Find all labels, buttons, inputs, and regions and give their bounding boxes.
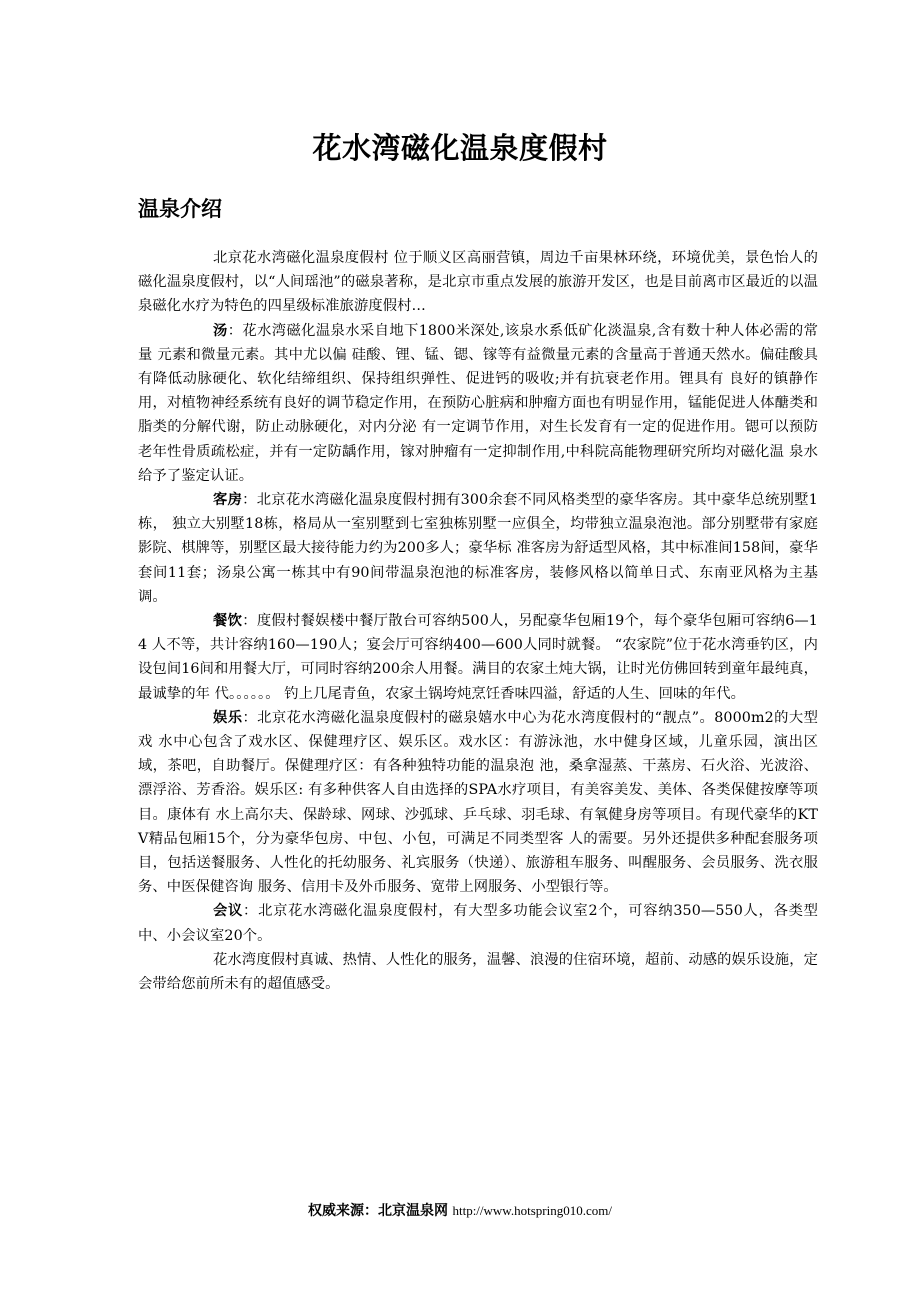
closing-paragraph xyxy=(138,948,818,996)
meeting-label: 会议 xyxy=(213,903,244,920)
footer xyxy=(0,1200,920,1222)
meeting-text: ：北京花水湾磁化温泉度假村，有大型多功能会议室2个，可容纳350—550人，各类型中、小会议室20个。 xyxy=(138,903,818,944)
intro-text: 北京花水湾磁化温泉度假村 位于顺义区高丽营镇，周边千亩果林环绕，环境优美，景色怡人的磁化温泉度假村，以“人间瑶池”的磁泉著称，是北京市重点发展的旅游开发区，也是目前离市区最近的以温泉磁化水疗为特色的四星级标准旅游度假村… xyxy=(138,250,818,315)
footer-source-label: 权威来源：北京温泉网 xyxy=(308,1203,449,1219)
meeting-paragraph xyxy=(138,899,818,947)
entertainment-label: 娱乐 xyxy=(213,709,243,726)
rooms-paragraph xyxy=(138,488,818,609)
spring-text: ：花水湾磁化温泉水采自地下1800米深处,该泉水系低矿化淡温泉,含有数十种人体必需的常量 元素和微量元素。其中尤以偏 硅酸、锂、锰、锶、镓等有益微量元素的含量高于普通天然水。偏硅酸具有降低动脉硬化、软化结缔组织、保持组织弹性、促进钙的吸收;并有抗衰老作用。锂具有 良好的镇静作用，对植物神经系统有良好的调节稳定作用，在预防心脏病和肿瘤方面也有明显作用，锰能促进人体醣类和脂类的分解代谢，防止动脉硬化，对内分泌 有一定调节作用，对生长发育有一定的促进作用。锶可以预防老年性骨质疏松症，并有一定防龋作用，镓对肿瘤有一定抑制作用,中科院高能物理研究所均对磁化温 泉水给予了鉴定认证。 xyxy=(138,322,818,484)
entertainment-paragraph xyxy=(138,706,818,900)
dining-text: ：度假村餐娱楼中餐厅散台可容纳500人，另配豪华包厢19个，每个豪华包厢可容纳6—14 人不等，共计容纳160—190人；宴会厅可容纳400—600人同时就餐。 “农家院”位于花水湾垂钓区，内设包间16间和用餐大厅，可同时容纳200余人用餐。满目的农家土炖大锅，让时光仿佛回转到童年最纯真，最诚挚的年 代。。。。。。 钓上几尾青鱼，农家土锅垮炖烹饪香味四溢，舒适的人生、回味的年代。 xyxy=(138,613,818,702)
dining-paragraph xyxy=(138,609,818,706)
intro-paragraph xyxy=(138,246,818,319)
section-heading: 温泉介绍 xyxy=(138,197,222,221)
page-title: 花水湾磁化温泉度假村 xyxy=(312,131,608,165)
spring-label: 汤 xyxy=(213,322,228,339)
dining-label: 餐饮 xyxy=(213,613,243,630)
rooms-text: ：北京花水湾磁化温泉度假村拥有300余套不同风格类型的豪华客房。其中豪华总统别墅1栋， 独立大别墅18栋，格局从一室别墅到七室独栋别墅一应俱全，均带独立温泉泡池。部分别墅带有家庭影院、棋牌等，别墅区最大接待能力约为200多人；豪华标 准客房为舒适型风格，其中标准间158间，豪华套间11套；汤泉公寓一栋其中有90间带温泉泡池的标准客房，装修风格以简单日式、东南亚风格为主基调。 xyxy=(138,492,819,605)
spring-paragraph xyxy=(138,319,818,488)
closing-text: 花水湾度假村真诚、热情、人性化的服务，温馨、浪漫的住宿环境，超前、动感的娱乐设施，定会带给您前所未有的超值感受。 xyxy=(138,951,818,993)
document-body xyxy=(138,246,818,996)
entertainment-text: ：北京花水湾磁化温泉度假村的磁泉嬉水中心为花水湾度假村的“靓点”。8000m2的大型戏 水中心包含了戏水区、保健理疗区、娱乐区。戏水区：有游泳池，水中健身区域，儿童乐园，演出区域，茶吧，自助餐厅。保健理疗区：有各种独特功能的温泉泡 池，桑拿湿蒸、干蒸房、石火浴、光波浴、漂浮浴、芳香浴。娱乐区: 有多种供客人自由选择的SPA水疗项目，有美容美发、美体、各类保健按摩等项目。康体有 水上高尔夫、保龄球、网球、沙弧球、乒乓球、羽毛球、有氧健身房等项目。有现代豪华的KTV精品包厢15个，分为豪华包房、中包、小包，可满足不同类型客 人的需要。另外还提供多种配套服务项目，包括送餐服务、人性化的托幼服务、礼宾服务（快递）、旅游租车服务、叫醒服务、会员服务、洗衣服务、中医保健咨询 服务、信用卡及外币服务、宽带上网服务、小型银行等。 xyxy=(138,709,819,896)
footer-link[interactable]: http://www.hotspring010.com/ xyxy=(452,1203,612,1218)
rooms-label: 客房 xyxy=(213,492,243,509)
